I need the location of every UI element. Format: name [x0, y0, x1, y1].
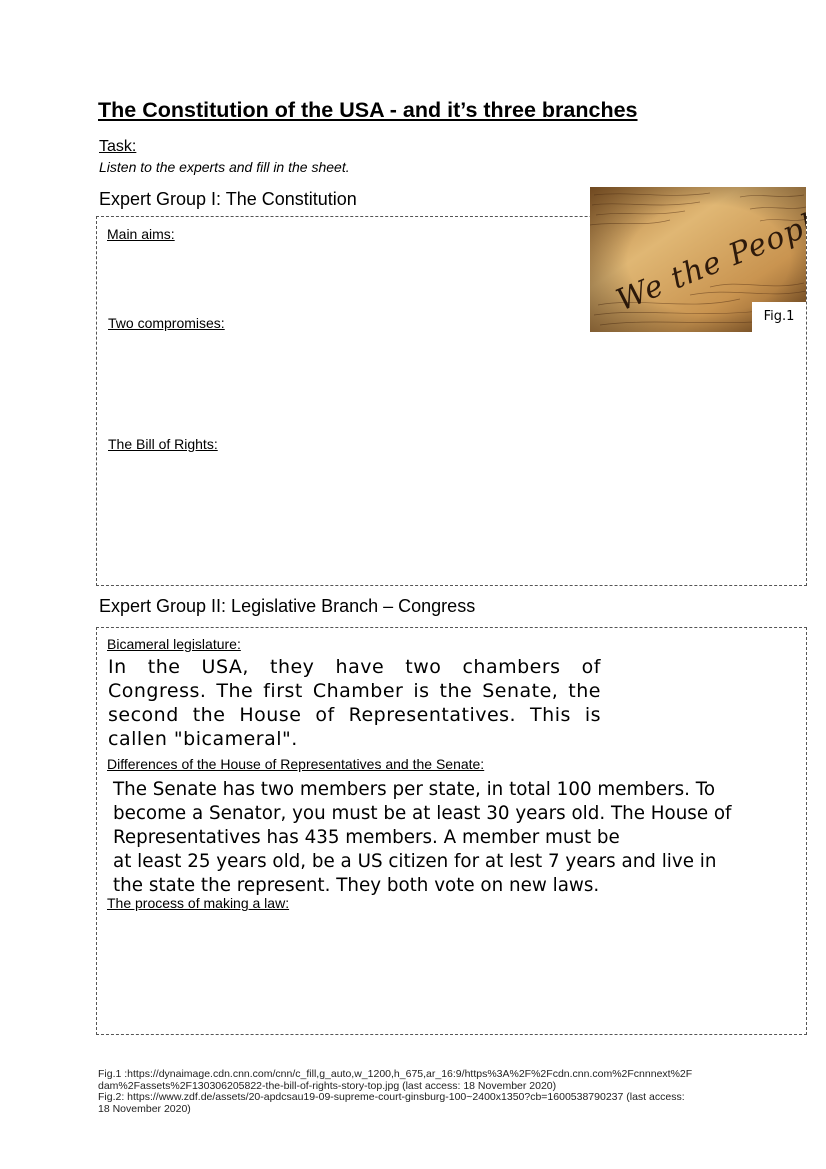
differences-label: Differences of the House of Representatives and the Senate:	[107, 756, 485, 772]
differences-answer	[113, 778, 818, 898]
main-aims-label: Main aims:	[107, 226, 175, 242]
task-label: Task:	[99, 138, 137, 155]
footnote-fig2-line2: 18 November 2020)	[98, 1102, 191, 1115]
two-compromises-label: Two compromises:	[108, 315, 225, 331]
bicameral-label: Bicameral legislature:	[107, 636, 241, 652]
figure-1-label: Fig.1	[752, 302, 806, 332]
law-process-label: The process of making a law:	[107, 895, 290, 911]
footnotes	[98, 1069, 738, 1115]
bicameral-answer: In the USA, they have two chambers of Congress. The first Chamber is the Senate, the second the House of Representatives. This is callen "bicameral".	[108, 656, 601, 750]
footnote-fig2-line1: Fig.2: https://www.zdf.de/assets/20-apdcsau19-09-supreme-court-ginsburg-100~2400x1350?cb=1600538790237 (last access:	[98, 1091, 685, 1104]
expert-group-1-heading: Expert Group I: The Constitution	[99, 189, 357, 209]
bill-of-rights-label: The Bill of Rights:	[108, 436, 218, 452]
page-title: The Constitution of the USA - and it’s three branches	[98, 98, 638, 122]
differences-line: become a Senator, you must be at least 30 years old. The House of	[113, 803, 732, 824]
footnote-fig1-line2: dam%2Fassets%2F130306205822-the-bill-of-rights-story-top.jpg (last access: 18 November 2020)	[98, 1079, 557, 1092]
differences-line: Representatives has 435 members. A member must be	[113, 827, 620, 848]
task-instructions: Listen to the experts and fill in the sheet.	[99, 159, 350, 175]
differences-line: the state the represent. They both vote on new laws.	[113, 875, 600, 896]
differences-line: at least 25 years old, be a US citizen for at lest 7 years and live in	[113, 851, 717, 872]
differences-line: The Senate has two members per state, in total 100 members. To	[113, 779, 716, 800]
footnote-fig1-line1: Fig.1 :https://dynaimage.cdn.cnn.com/cnn/c_fill,g_auto,w_1200,h_675,ar_16:9/https%3A%2F%2Fcdn.cnn.com%2Fcnnnext%2F	[98, 1068, 693, 1080]
expert-group-2-heading: Expert Group II: Legislative Branch – Congress	[99, 596, 476, 616]
